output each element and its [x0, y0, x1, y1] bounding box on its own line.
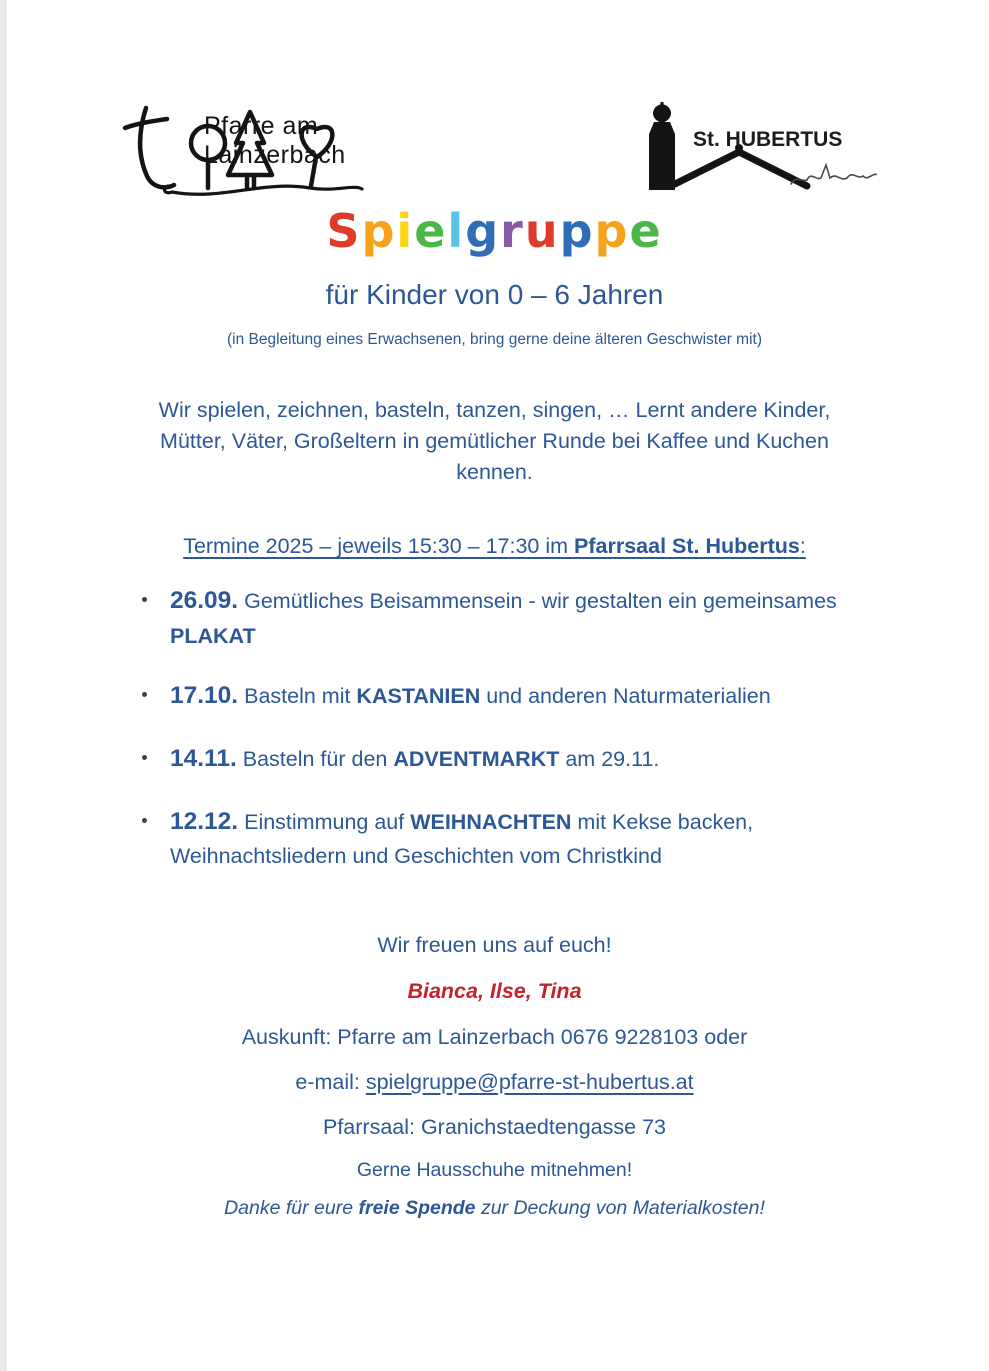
schedule-text-bold: KASTANIEN	[356, 684, 481, 709]
schedule-text: Basteln für den	[236, 746, 394, 771]
schedule-text-bold: PLAKAT	[170, 623, 256, 648]
schedule-heading	[0, 534, 989, 559]
pfarre-logo-text-line1: Pfarre am	[204, 112, 319, 140]
schedule-text: Basteln mit	[238, 684, 357, 709]
intro-paragraph: Wir spielen, zeichnen, basteln, tanzen, singen, … Lernt andere Kinder, Mütter, Väter, Großeltern in gemütlicher Runde bei Kaffee und Kuchen kennen.	[158, 397, 831, 484]
st-hubertus-logo	[633, 102, 877, 194]
bullet-dot	[142, 818, 147, 823]
companion-note: (in Begleitung eines Erwachsenen, bring gerne deine älteren Geschwister mit)	[226, 330, 763, 348]
schedule-item	[140, 741, 879, 778]
schedule-text: am 29.11.	[559, 746, 660, 771]
title-letter: p	[559, 204, 595, 258]
contact-line: Auskunft: Pfarre am Lainzerbach 0676 9228103 oder	[241, 1024, 748, 1049]
title-letter: u	[524, 204, 560, 258]
email-line	[0, 1070, 989, 1095]
title-letter: e	[414, 204, 448, 258]
schedule-item	[140, 678, 879, 715]
page-edge-strip	[0, 0, 7, 1371]
header-logos	[0, 0, 989, 200]
email-label: e-mail:	[295, 1069, 366, 1094]
closing-block	[0, 933, 989, 1220]
schedule-heading-colon: :	[799, 534, 806, 559]
schedule-item	[140, 583, 879, 652]
hubertus-logo-text: St. HUBERTUS	[693, 128, 843, 151]
names-line: Bianca, Ilse, Tina	[407, 978, 582, 1003]
schedule-text-bold: WEIHNACHTEN	[410, 809, 572, 834]
title-letter: p	[361, 204, 397, 258]
email-link[interactable]: spielgruppe@pfarre-st-hubertus.at	[365, 1069, 694, 1094]
title-letter: S	[326, 204, 362, 258]
schedule-text-bold: ADVENTMARKT	[393, 746, 560, 771]
donation-line	[0, 1197, 989, 1220]
cheer-line: Wir freuen uns auf euch!	[377, 932, 612, 957]
title-letter: r	[500, 204, 525, 258]
slippers-line: Gerne Hausschuhe mitnehmen!	[356, 1158, 633, 1181]
donation-bold: freie Spende	[358, 1196, 476, 1219]
donation-pre: Danke für eure	[224, 1196, 359, 1219]
title-letter: i	[396, 204, 415, 258]
schedule-heading-pre: Termine 2025 – jeweils 15:30 – 17:30 im	[183, 534, 574, 559]
schedule-text: mit Kekse backen, Weihnachtsliedern und Geschichten vom Christkind	[170, 809, 754, 869]
schedule-date: 26.09.	[170, 587, 239, 615]
bullet-dot	[142, 692, 147, 697]
address-line: Pfarrsaal: Granichstaedtengasse 73	[322, 1114, 666, 1139]
title-letter: l	[447, 204, 466, 258]
pfarre-lainzerbach-logo	[112, 96, 370, 200]
bullet-dot	[142, 755, 147, 760]
page-title	[0, 206, 989, 257]
schedule-item	[140, 804, 879, 873]
title-letter: p	[594, 204, 630, 258]
schedule-date: 14.11.	[170, 744, 237, 772]
pfarre-logo-drawing-icon	[112, 96, 370, 200]
schedule-heading-bold: Pfarrsaal St. Hubertus	[574, 534, 800, 559]
title-letter: g	[465, 204, 501, 258]
schedule-text: Gemütliches Beisammensein - wir gestalten ein gemeinsames	[238, 589, 837, 614]
donation-post: zur Deckung von Materialkosten!	[475, 1196, 765, 1219]
schedule-date: 17.10.	[170, 682, 239, 710]
schedule-text: Einstimmung auf	[238, 809, 411, 834]
schedule-list	[140, 583, 879, 873]
bullet-dot	[142, 597, 147, 602]
schedule-date: 12.12.	[170, 807, 239, 835]
subtitle: für Kinder von 0 – 6 Jahren	[325, 278, 664, 310]
schedule-text: und anderen Naturmaterialien	[480, 684, 771, 709]
hubertus-logo-drawing-icon	[633, 102, 877, 194]
pfarre-logo-text-line2: Lainzerbach	[204, 141, 346, 169]
schedule-heading-text	[183, 534, 806, 558]
title-letter: e	[629, 204, 663, 258]
